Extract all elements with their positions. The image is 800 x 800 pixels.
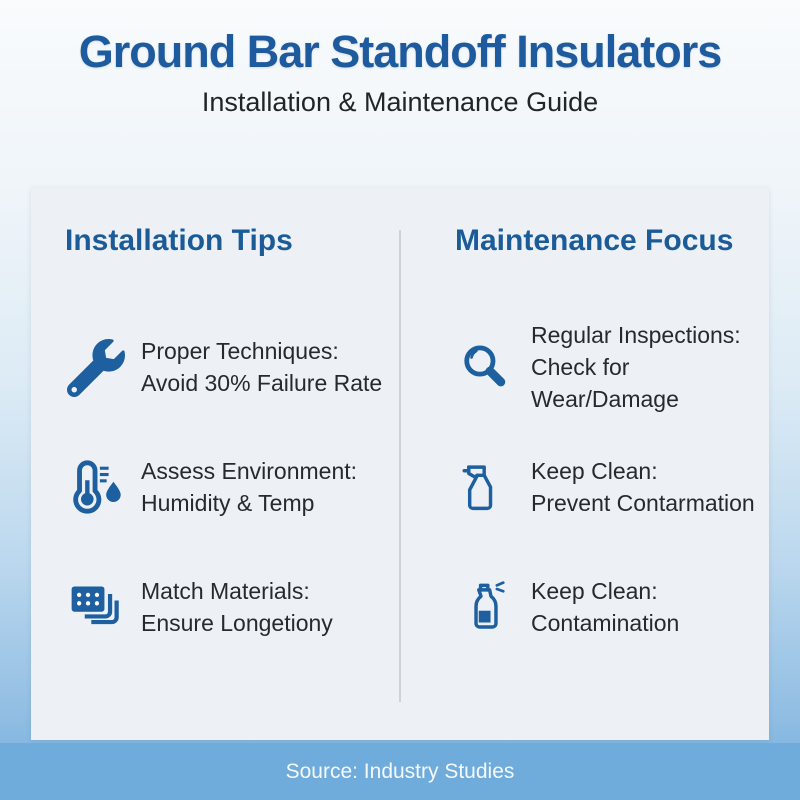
- item-text: [531, 320, 761, 415]
- column-divider: [399, 230, 401, 702]
- bottle-icon: [455, 579, 517, 637]
- item-line1: Keep Clean:: [531, 458, 658, 485]
- list-item: [65, 308, 392, 428]
- item-line2: Contamination: [531, 610, 680, 636]
- list-item: [65, 548, 392, 668]
- list-item: [455, 548, 761, 668]
- column-heading: Maintenance Focus: [455, 224, 734, 257]
- item-line1: Match Materials:: [141, 578, 310, 605]
- item-line1: Keep Clean:: [531, 578, 658, 605]
- list-item: [455, 428, 761, 548]
- item-text: [531, 576, 679, 639]
- item-text: [141, 336, 382, 399]
- layers-icon: [65, 578, 127, 638]
- page-title: Ground Bar Standoff Insulators: [78, 26, 722, 77]
- item-line1: Assess Environment:: [141, 458, 358, 485]
- content-card: [31, 188, 769, 740]
- footer-band: [0, 743, 800, 800]
- item-line2: Ensure Longetiony: [141, 610, 333, 636]
- magnifier-icon: [455, 340, 517, 396]
- item-line2: Check for Wear/Damage: [531, 354, 679, 412]
- columns-wrap: [31, 188, 769, 740]
- item-line1: Proper Techniques:: [141, 338, 339, 365]
- thermometer-icon: [65, 457, 127, 519]
- header: [0, 0, 800, 118]
- list-item: [455, 308, 761, 428]
- item-text: [141, 456, 357, 519]
- wrench-icon: [65, 339, 127, 397]
- item-text: [141, 576, 333, 639]
- item-line2: Prevent Contarmation: [531, 490, 755, 516]
- page-subtitle: Installation & Maintenance Guide: [201, 87, 599, 117]
- spray-bottle-icon: [455, 459, 517, 517]
- column-installation-tips: [31, 188, 400, 740]
- column-maintenance-focus: [400, 188, 769, 740]
- source-text: Source: Industry Studies: [285, 759, 515, 783]
- item-line1: Regular Inspections:: [531, 322, 741, 349]
- item-line2: Avoid 30% Failure Rate: [141, 370, 383, 396]
- column-heading: Installation Tips: [65, 224, 293, 257]
- item-line2: Humidity & Temp: [141, 490, 315, 516]
- list-item: [65, 428, 392, 548]
- item-text: [531, 456, 755, 519]
